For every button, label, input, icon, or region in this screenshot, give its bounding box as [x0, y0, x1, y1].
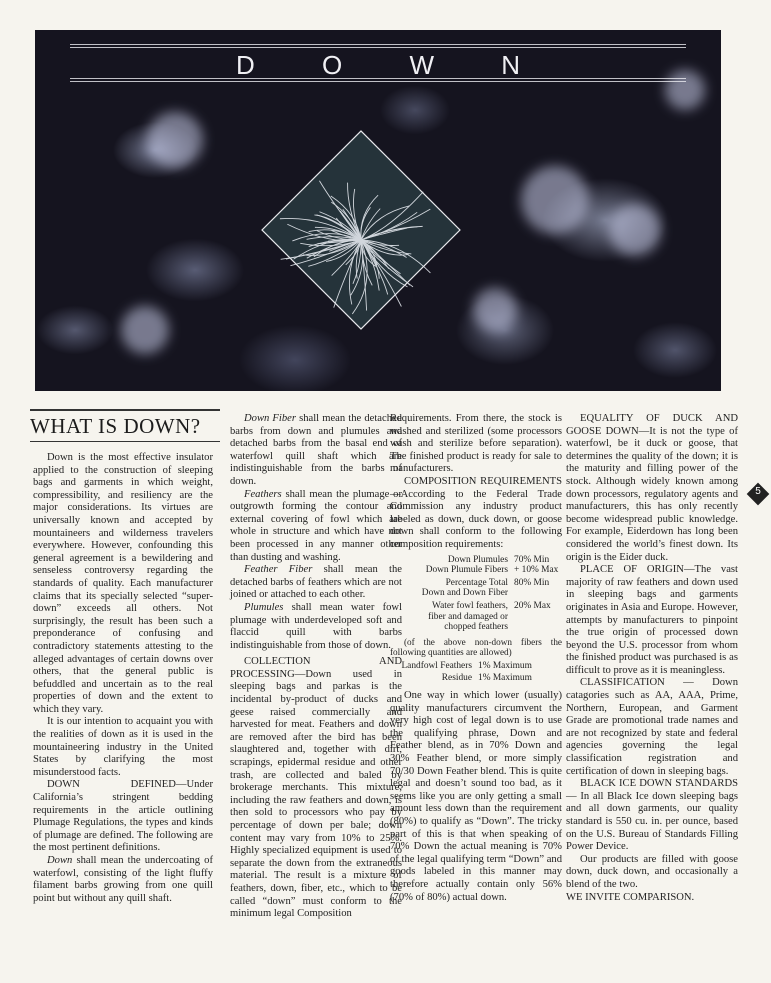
heading-what-is-down: WHAT IS DOWN? — [30, 414, 201, 438]
table-row — [390, 578, 562, 601]
text-column-1 — [33, 452, 213, 905]
row-label: Down Plumules Down Plumule Fibers — [425, 554, 508, 576]
definition: shall mean the detached barbs of feathers which are not joined or attached to each other. — [230, 564, 402, 601]
text-column-3 — [390, 413, 562, 904]
page-number: 5 — [755, 486, 761, 497]
section-heading — [30, 409, 220, 442]
composition-table — [390, 555, 562, 635]
row-value: 70% Min + 10% Max — [514, 554, 559, 576]
closing-line: WE INVITE COMPARISON. — [566, 891, 695, 903]
paragraph: DOWN DEFINED—Under California’s stringent bedding requirements in the article outlining Plumage Regulations, the types and kinds of plumage are defined. The following are the most pertinent definitions. — [33, 779, 213, 854]
paragraph — [33, 855, 213, 905]
paragraph: Down is the most effective insulator applied to the construction of sleeping bags and garments in which weight, compressibility, and resiliency are the major considerations. Its virtues are universally known and accepted by mountaineers and wilderness travelers everywhere. However, confounding this general agreement is a bewildering and senseless controversy regarding the standards of quality. Each manufacturer claims that its specially selected “super-down” exceeds all others. Not surprisingly, the result has been such a preponderance of confusing and contradictory statements attesting to the alleged advantages of certain downs over others, that the general public is befuddled and uncertain as to the real properties of down and the extent to which they vary. — [33, 452, 213, 715]
definition: shall mean the undercoating of waterfowl, consisting of the light fluffy filament barbs growing from one quill point but without any quill shaft. — [33, 855, 213, 904]
table-note: (of the above non-down fibers the following quantities are allowed) — [390, 636, 562, 658]
hero-photo — [35, 30, 721, 391]
paragraph — [230, 413, 402, 489]
table-row — [390, 673, 562, 686]
page-number-badge — [747, 483, 769, 505]
table-row — [390, 555, 562, 578]
allowance-table — [390, 661, 562, 686]
paragraph: CLASSIFICATION — Down catagories such as AA, AAA, Prime, Northern, European, and Garment Grade are promotional trade names and are not recognized by state and federal agencies governing the legal classification registration and certification of down in sleeping bags. — [566, 677, 738, 777]
term: Feathers — [244, 488, 282, 500]
term: Feather Fiber — [244, 564, 313, 576]
term: Down Fiber — [244, 413, 296, 424]
paragraph — [230, 602, 402, 652]
paragraph: COLLECTION AND PROCESSING—Down used in sleeping bags and parkas is the incidental by-product of ducks and geese raised commercially and harvested for meat. Feathers and down are removed after the bird has been slaughtered and, together with dirt, scrapings, epidermal residue and other trash, are collected and baled by brokerage merchants. This mixture, including the raw feathers and down, is then sold to processors who pay by percentage of down per bale; down content may vary from 10% to 25%. Highly specialized equipment is used to separate the down from the extraneous material. The result is a mixture of feathers, down, fiber, etc., which to be called “down” must conform to the minimum legal Composition — [230, 656, 402, 920]
table-row — [390, 661, 562, 674]
page-title: D O W N — [236, 50, 550, 80]
term: Down — [47, 855, 73, 866]
definition: shall mean water fowl plumage with underdeveloped soft and flaccid quill with barbs indistinguishable from those of down. — [230, 601, 402, 651]
row-value: 1% Maximum — [478, 660, 532, 671]
row-label: Landfowl Feathers — [401, 660, 472, 671]
paragraph: Requirements. From there, the stock is washed and sterilized (some processors wash and sterilize before separation). The finished product is ready for sale to manufacturers. — [390, 413, 562, 475]
paragraph — [230, 489, 402, 565]
row-label: Water fowl feathers, fiber and damaged or chopped feathers — [428, 600, 508, 633]
text-column-2 — [230, 413, 402, 921]
definition: shall mean the detached barbs from down and plumules and detached barbs from the basal end of waterfowl quill shaft which are indistinguishable from the barbs of down. — [230, 413, 402, 487]
paragraph: COMPOSITION REQUIREMENTS—According to the Federal Trade Commission any industry product labeled as down, duck down, or goose down shall conform to the following composition requirements: — [390, 475, 562, 550]
row-value: 1% Maximum — [478, 673, 532, 684]
row-value: 20% Max — [514, 600, 551, 611]
paragraph: BLACK ICE DOWN STANDARDS — In all Black Ice down sleeping bags and all down garments, our quality standard is 550 cu. in. per ounce, based on the U.S. Bureau of Standards Filling Power Device. — [566, 778, 738, 853]
paragraph: EQUALITY OF DUCK AND GOOSE DOWN—It is not the type of waterfowl, be it duck or goose, that determines the quality of the down; it is the maturity and filling power of the stock. Although widely known among down processors, regulatory agents and manufacturers, this has only recently become widespread public knowledge. For example, Eiderdown has long been considered the world’s finest down. Its origin is the Eider duck. — [566, 413, 738, 563]
row-value: 80% Min — [514, 577, 550, 588]
paragraph: One way in which lower (usually) quality manufacturers circumvent the very high cost of legal down is to use the qualifying phrase, Down and Feather blend, as in 70% Down and 30% Feather blend, or more simply 70/30 Down Feather blend. This is quite legal and doesn’t sound too bad, as it seems like you are only getting a small amount less down than the requirement (80%) to qualify as “Down”. The tricky part of this is that when speaking of 70% Down the actual meaning is 70% of the legal qualifying term “Down” and goods labeled in this manner may therefore actually contain only 56% (70% of 80%) actual down. — [390, 690, 562, 903]
paragraph: It is our intention to acquaint you with the realities of down as it is used in the mountaineering industry in the United States by clarifying the most misunderstood facts. — [33, 716, 213, 778]
paragraph: PLACE OF ORIGIN—The vast majority of raw feathers and down used in sleeping bags and garments originates in Asia and Europe. However, attempts by manufacturers to pinpoint the true origin of processed down beyond the U.S. processor from whom the finished product was purchased is as difficult to prove as it is meaningless. — [566, 564, 738, 676]
down-plume-illustration — [35, 30, 721, 391]
table-row — [390, 601, 562, 635]
text-column-4 — [566, 413, 738, 904]
row-label: Residue — [441, 673, 472, 684]
definition: shall mean the plumage or outgrowth forming the contour and external covering of fowl which are whole in structure and which have not been processed in any manner other than dusting and washing. — [230, 488, 402, 563]
row-label: Percentage Total Down and Down Fiber — [421, 577, 508, 599]
paragraph — [230, 564, 402, 602]
paragraph: Our products are filled with goose down, duck down, and occasionally a blend of the two. — [566, 853, 738, 890]
term: Plumules — [244, 601, 284, 613]
